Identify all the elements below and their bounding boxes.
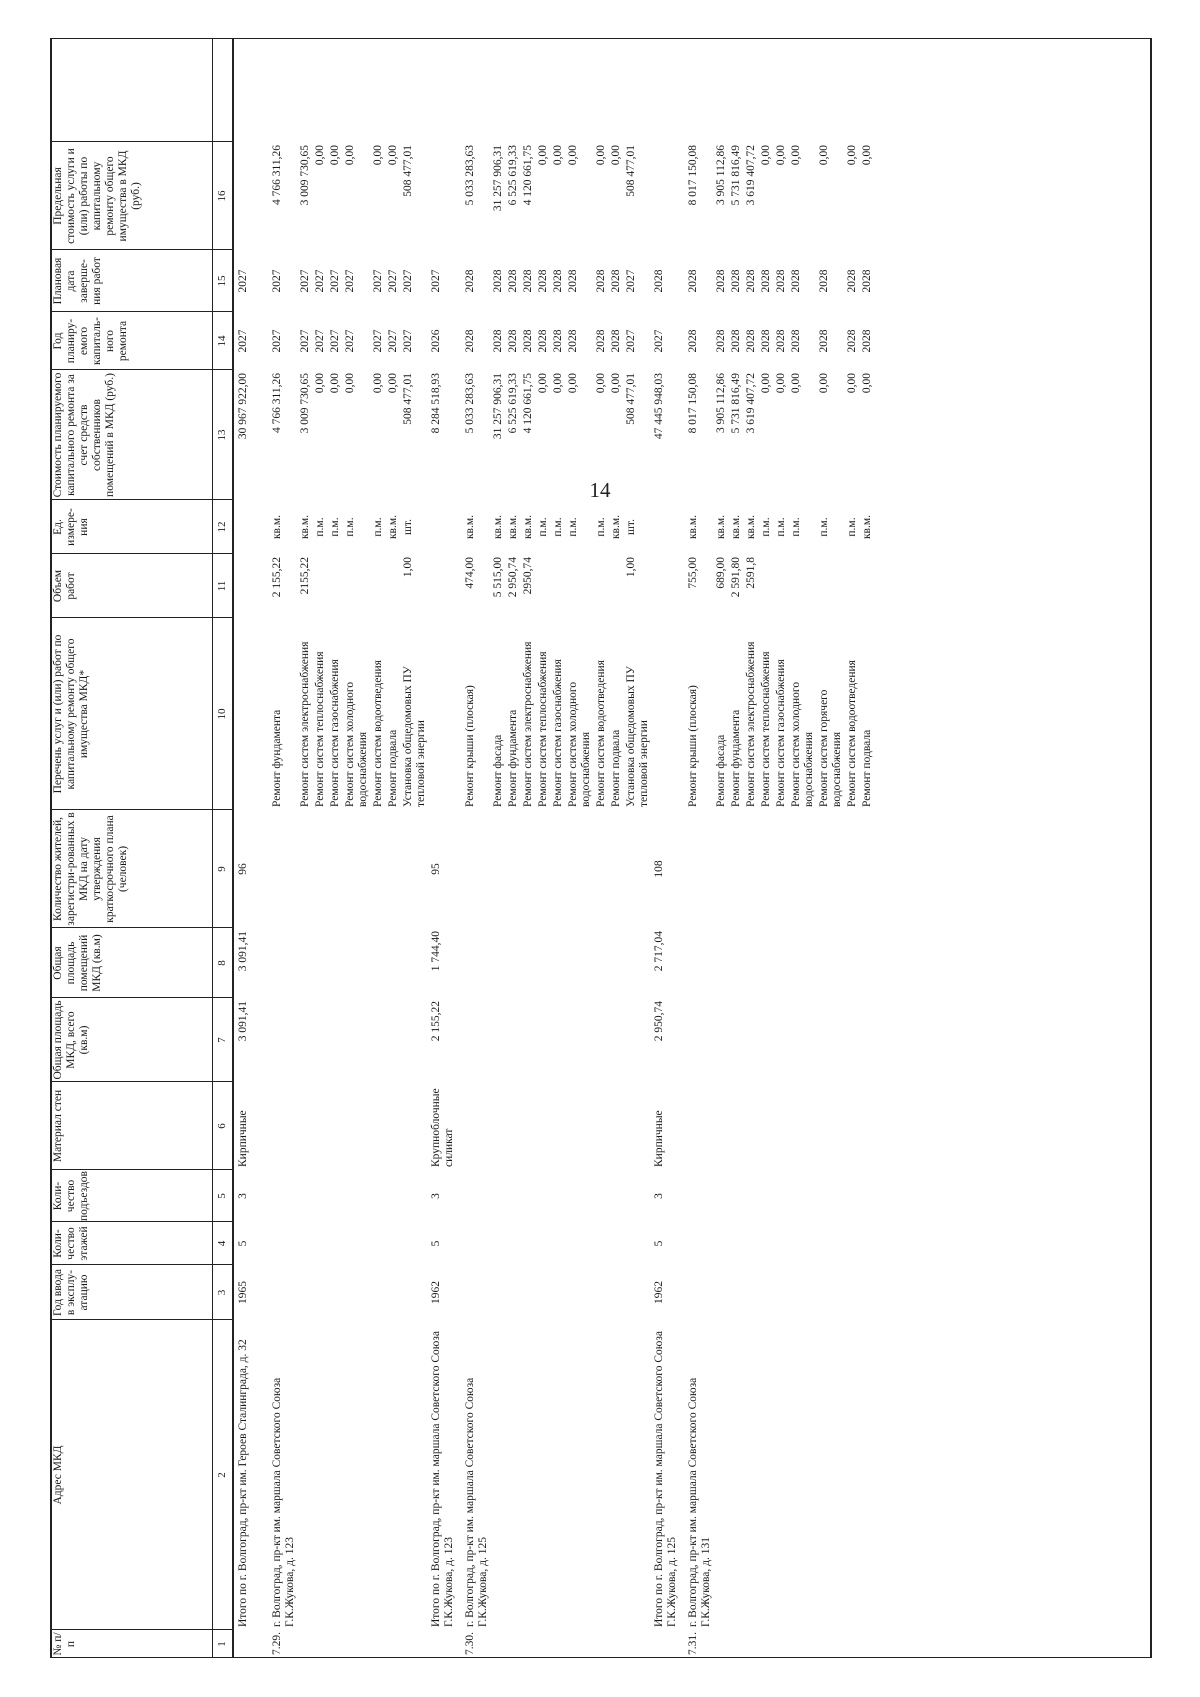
cell-col-16: 4 766 311,26	[271, 145, 283, 205]
cell-col-10: Установка общедомовых ПУ тепловой энергии	[625, 666, 650, 807]
column-header-12: Ед. измере-ния	[52, 508, 90, 546]
cell-col-12: п.м.	[790, 517, 802, 537]
cell-col-14: 2027	[653, 329, 665, 353]
cell-col-12: п.м.	[775, 517, 787, 537]
cell-col-11: 689,00	[715, 557, 727, 589]
column-number-6: 6	[216, 1123, 228, 1129]
column-number-16: 16	[216, 190, 228, 202]
cell-col-14: 2027	[299, 329, 311, 353]
cell-col-11: 2 591,80	[730, 557, 742, 598]
cell-col-10: Ремонт систем теплоснабжения	[537, 651, 549, 807]
cell-col-13: 0,00	[372, 373, 384, 394]
cell-col-15: 2028	[687, 269, 699, 293]
cell-col-14: 2027	[237, 329, 249, 353]
cell-col-14: 2028	[552, 329, 564, 353]
capital-repair-plan-table	[50, 38, 1150, 1658]
cell-col-14: 2027	[344, 329, 356, 353]
cell-col-11: 2950,74	[522, 557, 534, 595]
cell-col-13: 0,00	[595, 373, 607, 394]
cell-col-12: кв.м.	[271, 514, 283, 540]
cell-col-13: 0,00	[846, 373, 858, 394]
cell-col-16: 3 619 407,72	[745, 145, 757, 206]
cell-col-12: кв.м.	[387, 514, 399, 540]
cell-col-13: 0,00	[552, 373, 564, 394]
cell-col-15: 2028	[507, 269, 519, 293]
cell-col-16: 0,00	[329, 145, 341, 166]
column-divider	[50, 39, 1150, 40]
column-divider	[50, 369, 232, 370]
cell-col-15: 2028	[522, 269, 534, 293]
column-header-15: Плановая дата заверше-ния работ	[52, 257, 103, 305]
cell-col-15: 2027	[271, 269, 283, 293]
cell-col-13: 0,00	[329, 373, 341, 394]
cell-col-10: Ремонт фундамента	[730, 709, 742, 807]
cell-col-7: 2 950,74	[653, 1001, 665, 1042]
table-top-border	[50, 38, 52, 1658]
cell-col-13: 5 731 816,49	[730, 373, 742, 434]
cell-col-15: 2028	[492, 269, 504, 293]
cell-col-2: г. Волгоград, пр-кт им. маршала Советского Союза Г.К.Жукова, д. 131	[687, 1377, 712, 1627]
column-header-13: Стоимость планируемого капитального ремонта за счет средств собственников помещений в МКД (руб.)	[52, 372, 116, 498]
cell-col-4: 5	[430, 1240, 442, 1247]
cell-col-15: 2028	[730, 269, 742, 293]
cell-col-12: п.м.	[344, 517, 356, 537]
cell-col-13: 5 033 283,63	[464, 373, 476, 434]
cell-col-16: 508 477,01	[625, 145, 637, 197]
cell-col-14: 2028	[595, 329, 607, 353]
cell-col-12: п.м.	[818, 517, 830, 537]
cell-col-12: кв.м.	[507, 514, 519, 540]
cell-col-12: кв.м.	[745, 514, 757, 540]
cell-col-15: 2028	[464, 269, 476, 293]
cell-col-15: 2027	[329, 269, 341, 293]
cell-col-13: 0,00	[818, 373, 830, 394]
column-divider	[50, 249, 232, 250]
cell-col-7: 2 155,22	[430, 1001, 442, 1042]
column-divider	[50, 553, 232, 554]
cell-col-12: п.м.	[329, 517, 341, 537]
cell-col-11: 755,00	[687, 557, 699, 589]
cell-col-1: 7.29.	[271, 1632, 283, 1655]
cell-col-14: 2028	[745, 329, 757, 353]
cell-col-14: 2028	[861, 329, 873, 353]
cell-col-11: 2155,22	[299, 557, 311, 595]
cell-col-14: 2028	[567, 329, 579, 353]
cell-col-14: 2027	[314, 329, 326, 353]
cell-col-15: 2028	[818, 269, 830, 293]
cell-col-8: 1 744,40	[430, 931, 442, 972]
column-divider	[50, 1169, 232, 1170]
cell-col-13: 0,00	[314, 373, 326, 394]
cell-col-16: 3 905 112,86	[715, 145, 727, 205]
cell-col-3: 1962	[653, 1281, 665, 1304]
cell-col-16: 8 017 150,08	[687, 145, 699, 206]
column-number-12: 12	[216, 521, 228, 533]
column-divider	[50, 1081, 232, 1082]
column-divider	[50, 499, 232, 500]
cell-col-2: г. Волгоград, пр-кт им. маршала Советского Союза Г.К.Жукова, д. 125	[464, 1377, 489, 1627]
cell-col-14: 2028	[610, 329, 622, 353]
cell-col-13: 4 120 661,75	[522, 373, 534, 434]
cell-col-15: 2028	[567, 269, 579, 293]
cell-col-14: 2028	[522, 329, 534, 353]
cell-col-14: 2028	[775, 329, 787, 353]
cell-col-16: 6 525 619,33	[507, 145, 519, 206]
cell-col-14: 2028	[818, 329, 830, 353]
cell-col-14: 2027	[372, 329, 384, 353]
cell-col-10: Ремонт систем горячего водоснабжения	[818, 689, 843, 807]
cell-col-16: 3 009 730,65	[299, 145, 311, 206]
cell-col-16: 31 257 906,31	[492, 145, 504, 212]
column-divider	[50, 997, 232, 998]
cell-col-10: Ремонт крыши (плоская)	[687, 685, 699, 807]
cell-col-3: 1965	[237, 1281, 249, 1304]
cell-col-15: 2028	[745, 269, 757, 293]
cell-col-14: 2028	[760, 329, 772, 353]
cell-col-13: 0,00	[790, 373, 802, 394]
cell-col-10: Ремонт систем водоотведения	[595, 660, 607, 807]
cell-col-13: 8 284 518,93	[430, 373, 442, 434]
cell-col-10: Ремонт систем холодного водоснабжения	[567, 681, 592, 807]
cell-col-14: 2028	[730, 329, 742, 353]
column-number-8: 8	[216, 960, 228, 966]
cell-col-16: 0,00	[552, 145, 564, 166]
cell-col-10: Ремонт систем электроснабжения	[299, 641, 311, 807]
cell-col-15: 2028	[775, 269, 787, 293]
cell-col-12: шт.	[625, 519, 637, 535]
cell-col-12: шт.	[402, 519, 414, 535]
column-divider	[50, 927, 232, 928]
cell-col-16: 0,00	[760, 145, 772, 166]
cell-col-11: 1,00	[402, 557, 414, 578]
column-divider	[50, 1319, 232, 1320]
cell-col-13: 0,00	[344, 373, 356, 394]
cell-col-13: 8 017 150,08	[687, 373, 699, 434]
cell-col-1: 7.31.	[687, 1632, 699, 1655]
cell-col-16: 4 120 661,75	[522, 145, 534, 206]
cell-col-10: Ремонт систем электроснабжения	[745, 641, 757, 807]
cell-col-4: 5	[237, 1240, 249, 1247]
cell-col-8: 2 717,04	[653, 931, 665, 972]
cell-col-10: Ремонт подвала	[861, 729, 873, 807]
cell-col-10: Ремонт систем газоснабжения	[775, 659, 787, 807]
cell-col-13: 0,00	[861, 373, 873, 394]
cell-col-11: 2 950,74	[507, 557, 519, 598]
cell-col-14: 2028	[537, 329, 549, 353]
cell-col-15: 2027	[625, 269, 637, 293]
cell-col-10: Ремонт систем теплоснабжения	[760, 651, 772, 807]
column-header-3: Год ввода в эксплу-атацию	[52, 1269, 90, 1316]
cell-col-10: Ремонт систем электроснабжения	[522, 641, 534, 807]
cell-col-11: 1,00	[625, 557, 637, 578]
cell-col-15: 2028	[610, 269, 622, 293]
cell-col-10: Ремонт фасада	[492, 734, 504, 807]
cell-col-12: п.м.	[372, 517, 384, 537]
cell-col-15: 2027	[237, 269, 249, 293]
cell-col-12: п.м.	[314, 517, 326, 537]
cell-col-12: п.м.	[567, 517, 579, 537]
cell-col-15: 2028	[715, 269, 727, 293]
cell-col-7: 3 091,41	[237, 1001, 249, 1042]
cell-col-10: Ремонт фундамента	[271, 709, 283, 807]
cell-col-14: 2028	[464, 329, 476, 353]
cell-col-12: кв.м.	[730, 514, 742, 540]
cell-col-16: 0,00	[314, 145, 326, 166]
cell-col-12: п.м.	[552, 517, 564, 537]
column-header-10: Перечень услуг и (или) работ по капитальному ремонту общего имущества МКД*	[52, 634, 90, 794]
cell-col-13: 0,00	[760, 373, 772, 394]
cell-col-14: 2028	[846, 329, 858, 353]
cell-col-15: 2027	[344, 269, 356, 293]
cell-col-13: 4 766 311,26	[271, 373, 283, 433]
cell-col-15: 2027	[372, 269, 384, 293]
cell-col-4: 5	[653, 1240, 665, 1247]
cell-col-12: п.м.	[846, 517, 858, 537]
column-header-9: Количество жителей, зарегистри-рованных в МКД на дату утверждения краткосрочного плана (человек)	[52, 812, 129, 926]
cell-col-1: 7.30.	[464, 1632, 476, 1655]
column-divider	[50, 1264, 232, 1265]
column-header-14: Год планиру-емого капиталь-ного ремонта	[52, 317, 129, 365]
cell-col-15: 2027	[430, 269, 442, 293]
cell-col-16: 0,00	[610, 145, 622, 166]
cell-col-10: Ремонт систем водоотведения	[372, 660, 384, 807]
cell-col-16: 0,00	[537, 145, 549, 166]
cell-col-14: 2028	[790, 329, 802, 353]
column-header-1: № п/п	[52, 1632, 77, 1656]
cell-col-10: Ремонт систем водоотведения	[846, 660, 858, 807]
cell-col-13: 508 477,01	[625, 373, 637, 425]
cell-col-13: 0,00	[610, 373, 622, 394]
column-number-2: 2	[216, 1472, 228, 1478]
cell-col-13: 3 009 730,65	[299, 373, 311, 434]
cell-col-10: Ремонт систем холодного водоснабжения	[344, 681, 369, 807]
cell-col-12: кв.м.	[861, 514, 873, 540]
cell-col-5: 3	[237, 1193, 249, 1199]
cell-col-16: 0,00	[775, 145, 787, 166]
cell-col-12: кв.м.	[687, 514, 699, 540]
cell-col-11: 474,00	[464, 557, 476, 589]
column-number-rule	[232, 38, 234, 1658]
cell-col-5: 3	[430, 1193, 442, 1199]
cell-col-16: 0,00	[595, 145, 607, 166]
cell-col-16: 0,00	[387, 145, 399, 166]
cell-col-14: 2027	[625, 329, 637, 353]
cell-col-12: кв.м.	[522, 514, 534, 540]
cell-col-15: 2028	[552, 269, 564, 293]
cell-col-8: 3 091,41	[237, 931, 249, 972]
column-number-15: 15	[216, 275, 228, 287]
cell-col-14: 2027	[387, 329, 399, 353]
cell-col-10: Ремонт систем теплоснабжения	[314, 651, 326, 807]
cell-col-15: 2027	[299, 269, 311, 293]
cell-col-13: 508 477,01	[402, 373, 414, 425]
cell-col-11: 2591,8	[745, 557, 757, 589]
cell-col-14: 2028	[507, 329, 519, 353]
cell-col-15: 2028	[846, 269, 858, 293]
cell-col-13: 3 905 112,86	[715, 373, 727, 433]
cell-col-15: 2028	[790, 269, 802, 293]
column-header-16: Предельная стоимость услуги и (или) работы по капитальному ремонту общего имущества в МКД (руб.)	[52, 148, 142, 244]
cell-col-15: 2028	[861, 269, 873, 293]
page-number: 14	[589, 478, 611, 502]
column-header-8: Общая площадь помещений МКД (кв.м)	[52, 934, 103, 992]
cell-col-13: 47 445 948,03	[653, 373, 665, 440]
column-number-3: 3	[216, 1289, 228, 1296]
cell-col-10: Ремонт фасада	[715, 734, 727, 807]
column-divider	[50, 617, 232, 618]
cell-col-10: Ремонт систем газоснабжения	[329, 659, 341, 807]
column-header-5: Коли-чество подъездов	[52, 1171, 90, 1221]
cell-col-12: п.м.	[537, 517, 549, 537]
column-header-7: Общая площадь МКД, всего (кв.м)	[52, 1000, 90, 1080]
cell-col-12: кв.м.	[464, 514, 476, 540]
column-header-6: Материал стен	[52, 1089, 64, 1163]
cell-col-13: 0,00	[537, 373, 549, 394]
cell-col-10: Ремонт подвала	[387, 729, 399, 807]
cell-col-15: 2028	[653, 269, 665, 293]
cell-col-15: 2027	[402, 269, 414, 293]
cell-col-10: Ремонт подвала	[610, 729, 622, 807]
cell-col-9: 108	[653, 860, 665, 878]
column-number-7: 7	[216, 1037, 228, 1043]
table-bottom-border	[1150, 38, 1152, 1658]
cell-col-16: 5 731 816,49	[730, 145, 742, 206]
cell-col-16: 0,00	[567, 145, 579, 166]
cell-col-9: 96	[237, 863, 249, 875]
cell-col-12: кв.м.	[715, 514, 727, 540]
column-number-5: 5	[216, 1193, 228, 1199]
cell-col-10: Ремонт крыши (плоская)	[464, 685, 476, 807]
cell-col-10: Ремонт систем холодного водоснабжения	[790, 681, 815, 807]
cell-col-12: кв.м.	[299, 514, 311, 540]
cell-col-11: 2 155,22	[271, 557, 283, 598]
cell-col-16: 5 033 283,63	[464, 145, 476, 206]
column-header-2: Адрес МКД	[52, 1445, 64, 1505]
cell-col-11: 5 515,00	[492, 557, 504, 598]
cell-col-16: 0,00	[790, 145, 802, 166]
cell-col-2: Итого по г. Волгоград, пр-кт им. маршала Советского Союза Г.К.Жукова, д. 123	[430, 1330, 455, 1627]
cell-col-13: 6 525 619,33	[507, 373, 519, 434]
cell-col-10: Ремонт систем газоснабжения	[552, 659, 564, 807]
column-number-11: 11	[216, 580, 228, 592]
cell-col-16: 0,00	[846, 145, 858, 166]
cell-col-12: п.м.	[760, 517, 772, 537]
column-divider	[50, 1221, 232, 1222]
cell-col-14: 2028	[715, 329, 727, 353]
cell-col-5: 3	[653, 1193, 665, 1199]
cell-col-6: Крупноблочные силикат	[430, 1088, 455, 1167]
cell-col-6: Кирпичные	[653, 1110, 665, 1167]
column-divider	[50, 809, 232, 810]
cell-col-13: 31 257 906,31	[492, 373, 504, 440]
cell-col-13: 0,00	[387, 373, 399, 394]
cell-col-2: Итого по г. Волгоград, пр-кт им. Героев Сталинграда, д. 32	[237, 1339, 249, 1627]
column-number-10: 10	[216, 708, 228, 720]
cell-col-15: 2028	[595, 269, 607, 293]
cell-col-15: 2028	[537, 269, 549, 293]
cell-col-15: 2028	[760, 269, 772, 293]
cell-col-15: 2027	[314, 269, 326, 293]
cell-col-10: Установка общедомовых ПУ тепловой энергии	[402, 666, 427, 807]
cell-col-3: 1962	[430, 1281, 442, 1304]
cell-col-14: 2027	[271, 329, 283, 353]
cell-col-16: 0,00	[372, 145, 384, 166]
cell-col-12: п.м.	[595, 517, 607, 537]
cell-col-16: 0,00	[861, 145, 873, 166]
column-divider	[50, 141, 232, 142]
cell-col-16: 508 477,01	[402, 145, 414, 197]
column-header-4: Коли-чество этажей	[52, 1226, 90, 1261]
cell-col-13: 30 967 922,00	[237, 373, 249, 440]
column-divider	[50, 1657, 1150, 1658]
cell-col-6: Кирпичные	[237, 1110, 249, 1167]
cell-col-16: 0,00	[344, 145, 356, 166]
cell-col-12: кв.м.	[610, 514, 622, 540]
column-number-1: 1	[216, 1641, 228, 1647]
cell-col-9: 95	[430, 863, 442, 875]
cell-col-14: 2028	[687, 329, 699, 353]
cell-col-14: 2027	[402, 329, 414, 353]
cell-col-16: 0,00	[818, 145, 830, 166]
cell-col-12: кв.м.	[492, 514, 504, 540]
cell-col-2: Итого по г. Волгоград, пр-кт им. маршала Советского Союза Г.К.Жукова, д. 125	[653, 1330, 678, 1627]
column-divider	[50, 1629, 232, 1630]
cell-col-14: 2027	[329, 329, 341, 353]
cell-col-13: 0,00	[775, 373, 787, 394]
header-bottom-rule	[212, 38, 213, 1658]
cell-col-14: 2026	[430, 329, 442, 353]
cell-col-13: 3 619 407,72	[745, 373, 757, 434]
column-number-9: 9	[216, 866, 228, 872]
column-number-14: 14	[216, 335, 228, 347]
cell-col-13: 0,00	[567, 373, 579, 394]
column-number-4: 4	[216, 1240, 228, 1247]
column-divider	[50, 311, 232, 312]
cell-col-14: 2028	[492, 329, 504, 353]
cell-col-2: г. Волгоград, пр-кт им. маршала Советского Союза Г.К.Жукова, д. 123	[271, 1377, 296, 1627]
cell-col-10: Ремонт фундамента	[507, 709, 519, 807]
column-header-11: Объем работ	[52, 569, 77, 603]
column-number-13: 13	[216, 429, 228, 441]
cell-col-15: 2027	[387, 269, 399, 293]
